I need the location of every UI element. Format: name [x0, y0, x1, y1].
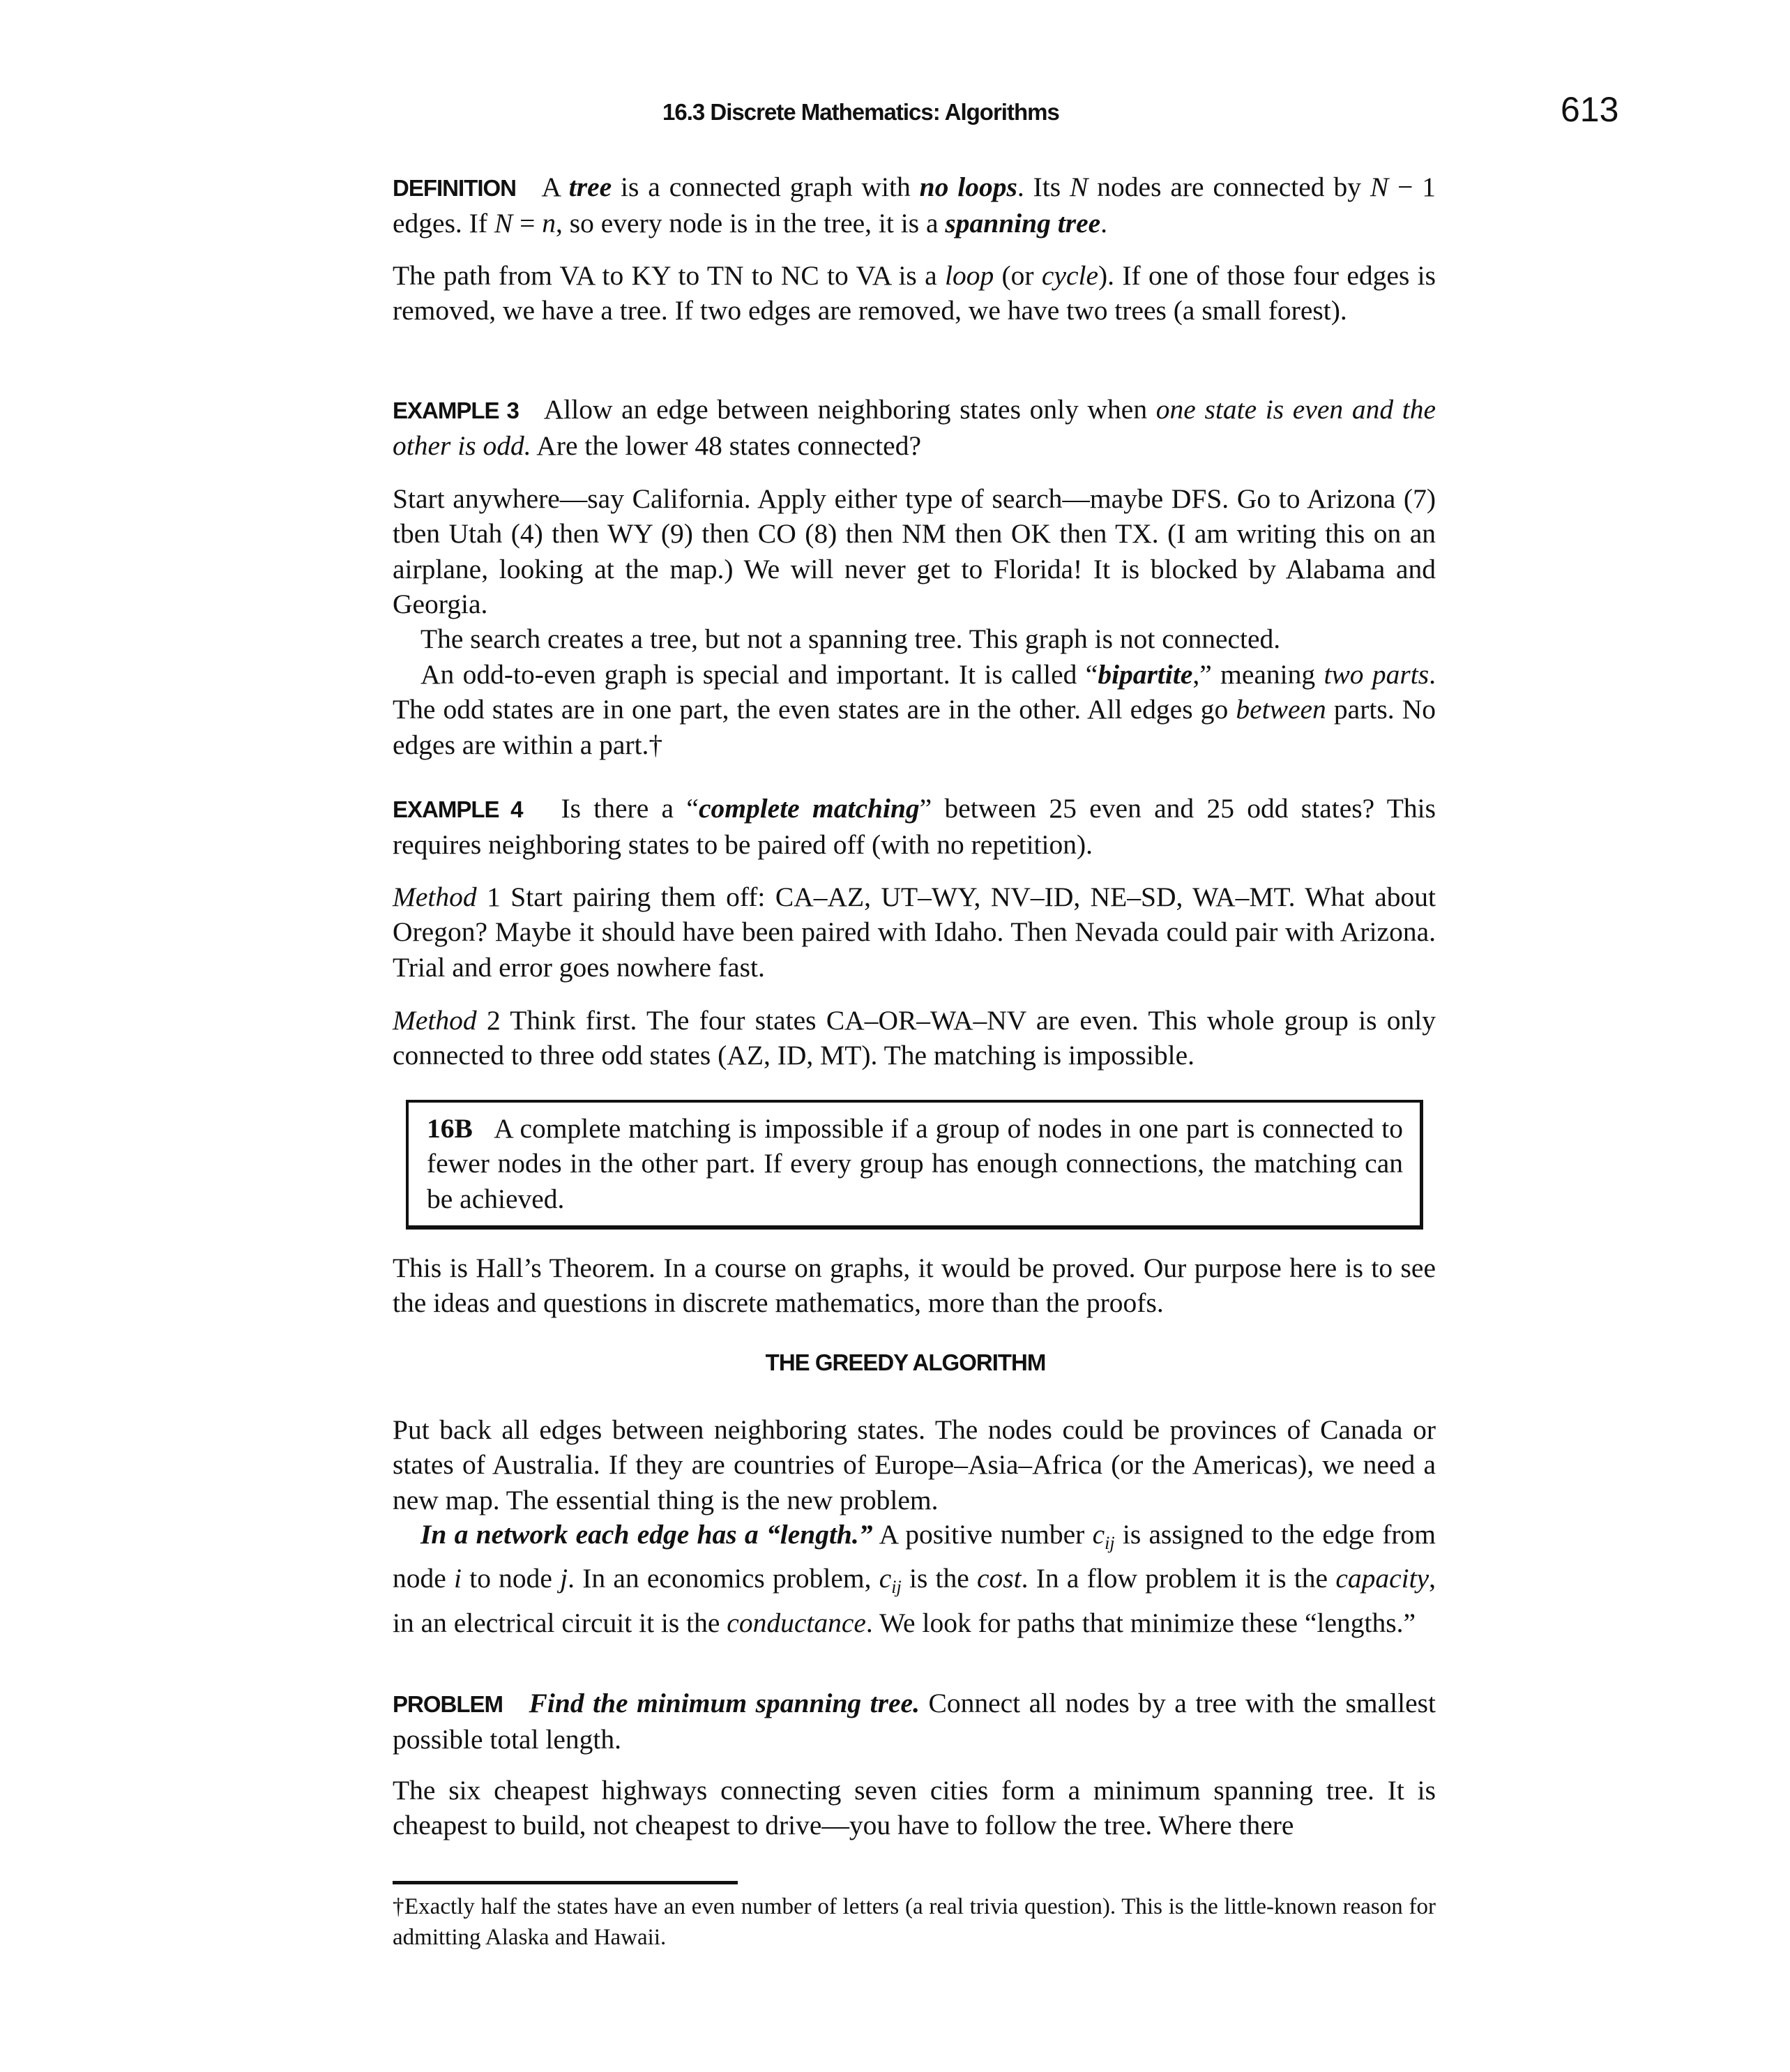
- paragraph-example-4: [393, 791, 1436, 863]
- theorem-text: [427, 1111, 1403, 1216]
- text-run: two parts: [1323, 659, 1429, 690]
- text-run: Allow an edge between neighboring states only when: [518, 394, 1156, 425]
- text-run: N: [494, 208, 513, 239]
- text-run: n: [542, 208, 556, 239]
- text-run: loop: [944, 260, 994, 291]
- text-run: is assigned to the edge from node: [393, 1519, 1436, 1594]
- paragraph-label: EXAMPLE 4: [393, 796, 523, 822]
- text-run: In a network each edge has a “length.”: [420, 1519, 873, 1550]
- text-run: i: [454, 1563, 462, 1594]
- text-run: ). If one of those four edges is removed, we have a tree. If two edges are removed, we have two trees (a small forest).: [393, 260, 1436, 326]
- text-run: bipartite: [1098, 659, 1193, 690]
- text-run: Start anywhere—say California. Apply either type of search—maybe DFS. Go to Arizona (7) tben Utah (4) then WY (9) then CO (8) then NM then OK then TX. (I am writing this on an airplane, looking at the map.) We will never get to Florida! It is blocked by Alabama and Georgia.: [393, 483, 1436, 620]
- text-run: cost: [977, 1563, 1022, 1594]
- text-run: A: [516, 172, 569, 202]
- text-run: Put back all edges between neighboring states. The nodes could be provinces of Canada or states of Australia. If they are countries of Europe–Asia–Africa (or the Americas), we need a new map. The essential thing is the new problem.: [393, 1414, 1436, 1515]
- text-run: The path from VA to KY to TN to NC to VA is a: [393, 260, 945, 291]
- text-run: Method: [393, 882, 477, 912]
- text-run: , in an electrical circuit it is the: [393, 1563, 1436, 1638]
- paragraph-loop-paragraph: [393, 258, 1436, 328]
- text-run: (or: [994, 260, 1042, 291]
- text-run: one state is even and the other is odd.: [393, 394, 1436, 462]
- text-run: between: [1236, 694, 1326, 725]
- paragraph-example-3: [393, 392, 1436, 464]
- text-run: spanning tree: [945, 208, 1101, 239]
- paragraph-problem: [393, 1686, 1436, 1757]
- text-run: . We look for paths that minimize these “lengths.”: [865, 1607, 1416, 1638]
- page-number: 613: [1561, 90, 1619, 129]
- section-heading: THE GREEDY ALGORITHM: [765, 1349, 1046, 1375]
- footnote-divider: [393, 1881, 738, 1884]
- text-run: The six cheapest highways connecting seven cities form a minimum spanning tree. It is cheapest to build, not cheapest to drive—you have to follow the tree. Where there: [393, 1775, 1436, 1841]
- paragraph-put-back: [393, 1412, 1436, 1518]
- text-run: ” between 25 even and 25 odd states? This requires neighboring states to be paired off (with no repetition).: [393, 793, 1436, 861]
- text-run: is the: [901, 1563, 978, 1594]
- text-run: An odd-to-even graph is special and important. It is called “: [420, 659, 1098, 690]
- text-run: complete matching: [698, 793, 920, 824]
- text-run: This is Hall’s Theorem. In a course on graphs, it would be proved. Our purpose here is to see the ideas and questions in discrete mathematics, more than the proofs.: [393, 1253, 1436, 1319]
- text-run: [503, 1688, 529, 1718]
- text-run: j: [560, 1563, 568, 1594]
- theorem-statement: A complete matching is impossible if a group of nodes in one part is connected to fewer nodes in the other part. If every group has enough connections, the matching can be achieved.: [427, 1113, 1403, 1214]
- text-run: parts. No edges are within a part.†: [393, 694, 1436, 760]
- text-run: nodes are connected by: [1088, 172, 1370, 202]
- text-run: no loops: [919, 172, 1017, 202]
- text-run: . In a flow problem it is the: [1021, 1563, 1336, 1594]
- text-run: . In an economics problem,: [568, 1563, 879, 1594]
- text-run: Connect all nodes by a tree with the smallest possible total length.: [393, 1688, 1436, 1755]
- text-run: to node: [462, 1563, 561, 1594]
- text-run: 2 Think first. The four states CA–OR–WA–NV are even. This whole group is only connected to three odd states (AZ, ID, MT). The matching is impossible.: [393, 1005, 1436, 1071]
- text-run: ij: [891, 1577, 902, 1598]
- paragraph-label: EXAMPLE 3: [393, 398, 519, 423]
- text-run: c: [879, 1563, 892, 1594]
- running-header: 16.3 Discrete Mathematics: Algorithms: [662, 99, 1059, 125]
- text-run: conductance: [727, 1607, 866, 1638]
- paragraph-halls-theorem: [393, 1250, 1436, 1321]
- text-run: Method: [393, 1005, 477, 1036]
- paragraph-start-anywhere: [393, 481, 1436, 622]
- theorem-number: 16B: [427, 1113, 473, 1144]
- text-run: is a connected graph with: [612, 172, 920, 202]
- text-run: cycle: [1041, 260, 1099, 291]
- text-run: capacity: [1335, 1563, 1429, 1594]
- paragraph-method-2: [393, 1003, 1436, 1073]
- text-run: .: [1100, 208, 1108, 239]
- text-run: ij: [1105, 1533, 1115, 1553]
- paragraph-six-cheapest: [393, 1773, 1436, 1843]
- text-run: =: [513, 208, 543, 239]
- paragraph-method-1: [393, 879, 1436, 985]
- theorem-box: [406, 1100, 1423, 1230]
- text-run: tree: [568, 172, 612, 202]
- text-run: Find the minimum spanning tree.: [529, 1688, 920, 1718]
- footnote: †Exactly half the states have an even number of letters (a real trivia question). This is the little-known reason for admitting Alaska and Hawaii.: [393, 1894, 1436, 1950]
- paragraph-network-length: [393, 1517, 1436, 1640]
- text-run: The search creates a tree, but not a spanning tree. This graph is not connected.: [420, 623, 1281, 654]
- text-run: 1 Start pairing them off: CA–AZ, UT–WY, NV–ID, NE–SD, WA–MT. What about Oregon? Maybe it should have been paired with Idaho. Then Nevada could pair with Arizona. Trial and error goes nowhere fast.: [393, 882, 1436, 983]
- text-run: Is there a “: [522, 793, 699, 824]
- text-run: Are the lower 48 states connected?: [531, 430, 921, 462]
- paragraph-bipartite: [393, 657, 1436, 762]
- text-run: N: [1070, 172, 1089, 202]
- paragraph-label: PROBLEM: [393, 1691, 503, 1717]
- text-run: , so every node is in the tree, it is a: [556, 208, 946, 239]
- text-run: − 1 edges. If: [393, 172, 1436, 239]
- paragraph-definition-tree: [393, 169, 1436, 241]
- text-run: A positive number: [872, 1519, 1093, 1550]
- text-run: N: [1370, 172, 1389, 202]
- paragraph-label: DEFINITION: [393, 175, 516, 201]
- text-run: . Its: [1017, 172, 1070, 202]
- paragraph-search-creates: [393, 621, 1436, 656]
- text-run: . The odd states are in one part, the even states are in the other. All edges go: [393, 659, 1436, 725]
- text-run: ,” meaning: [1192, 659, 1324, 690]
- text-run: c: [1092, 1519, 1105, 1550]
